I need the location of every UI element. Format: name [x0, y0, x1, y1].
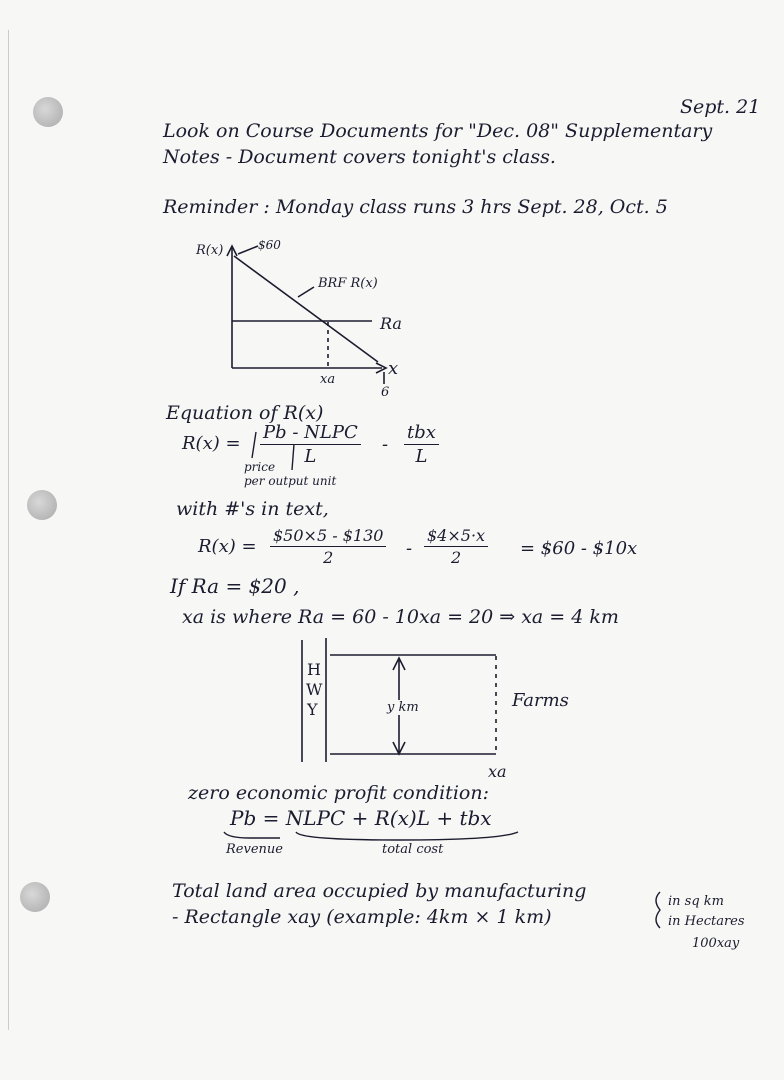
profit-equation: Pb = NLPC + R(x)L + tbx	[230, 806, 492, 830]
brf-line	[234, 256, 378, 362]
if-line: If Ra = $20 ,	[170, 574, 300, 598]
revenue-label: Revenue	[226, 842, 283, 857]
farms-label: Farms	[512, 690, 569, 711]
per-unit-note: per output unit	[244, 474, 337, 488]
equation-fraction-1	[260, 422, 361, 467]
equation-den-2: L	[415, 446, 428, 467]
numeric-minus: -	[406, 538, 413, 559]
where-line: xa is where Ra = 60 - 10xa = 20 ⇒ xa = 4 km	[182, 606, 619, 628]
hwy-letter-h: H	[307, 660, 321, 679]
equation-den-1: L	[304, 446, 317, 467]
intercept-arrow	[238, 246, 258, 254]
graph-xa-label: xa	[320, 372, 336, 387]
numeric-den-1: 2	[323, 548, 334, 567]
hwy-letter-w: W	[306, 680, 323, 699]
reminder: Reminder : Monday class runs 3 hrs Sept. 28, Oct. 5	[163, 196, 668, 218]
cost-brace	[296, 832, 518, 840]
graph-y-intercept: $60	[258, 238, 281, 252]
numeric-fraction-2	[424, 526, 488, 567]
height-label: y km	[387, 700, 419, 715]
numeric-num-1: $50×5 - $130	[270, 526, 386, 547]
numeric-intro: with #'s in text,	[176, 498, 329, 520]
equation-lhs: R(x) =	[182, 433, 241, 454]
land-line-1: Total land area occupied by manufacturing	[172, 880, 587, 902]
graph-y-label: R(x)	[196, 243, 224, 258]
revenue-brace	[224, 832, 280, 838]
graph-x-label: x	[388, 358, 399, 379]
equation-fraction-2	[404, 422, 439, 467]
land-side-2: in Hectares	[668, 914, 745, 929]
land-side-1: in sq km	[668, 894, 724, 909]
numeric-fraction-1	[270, 526, 386, 567]
note-line-2: Notes - Document covers tonight's class.	[163, 146, 556, 168]
price-arrow	[252, 432, 256, 458]
land-side-3: 100xay	[692, 936, 740, 951]
equation-heading: Equation of R(x)	[166, 402, 324, 424]
equation-num-2: tbx	[404, 422, 439, 445]
graph-ra-label: Ra	[380, 314, 402, 333]
graph-curve-label: BRF R(x)	[318, 276, 378, 291]
numeric-lhs: R(x) =	[198, 536, 257, 557]
hwy-letter-y: Y	[307, 700, 318, 719]
graph-x-end: 6	[381, 385, 390, 400]
numeric-result: = $60 - $10x	[520, 538, 638, 559]
numeric-den-2: 2	[450, 548, 462, 567]
brf-arrow	[298, 287, 314, 297]
date: Sept. 21	[680, 96, 761, 118]
equation-minus: -	[382, 434, 389, 455]
diagram-xa-label: xa	[488, 762, 507, 781]
land-brace	[656, 892, 660, 928]
numeric-num-2: $4×5·x	[424, 526, 488, 547]
price-note: price	[244, 460, 276, 474]
profit-heading: zero economic profit condition:	[188, 782, 489, 804]
note-line-1: Look on Course Documents for "Dec. 08" Supplementary	[163, 120, 713, 142]
total-cost-label: total cost	[382, 842, 444, 857]
equation-num-1: Pb - NLPC	[260, 422, 361, 445]
land-line-2: - Rectangle xay (example: 4km × 1 km)	[172, 906, 552, 928]
